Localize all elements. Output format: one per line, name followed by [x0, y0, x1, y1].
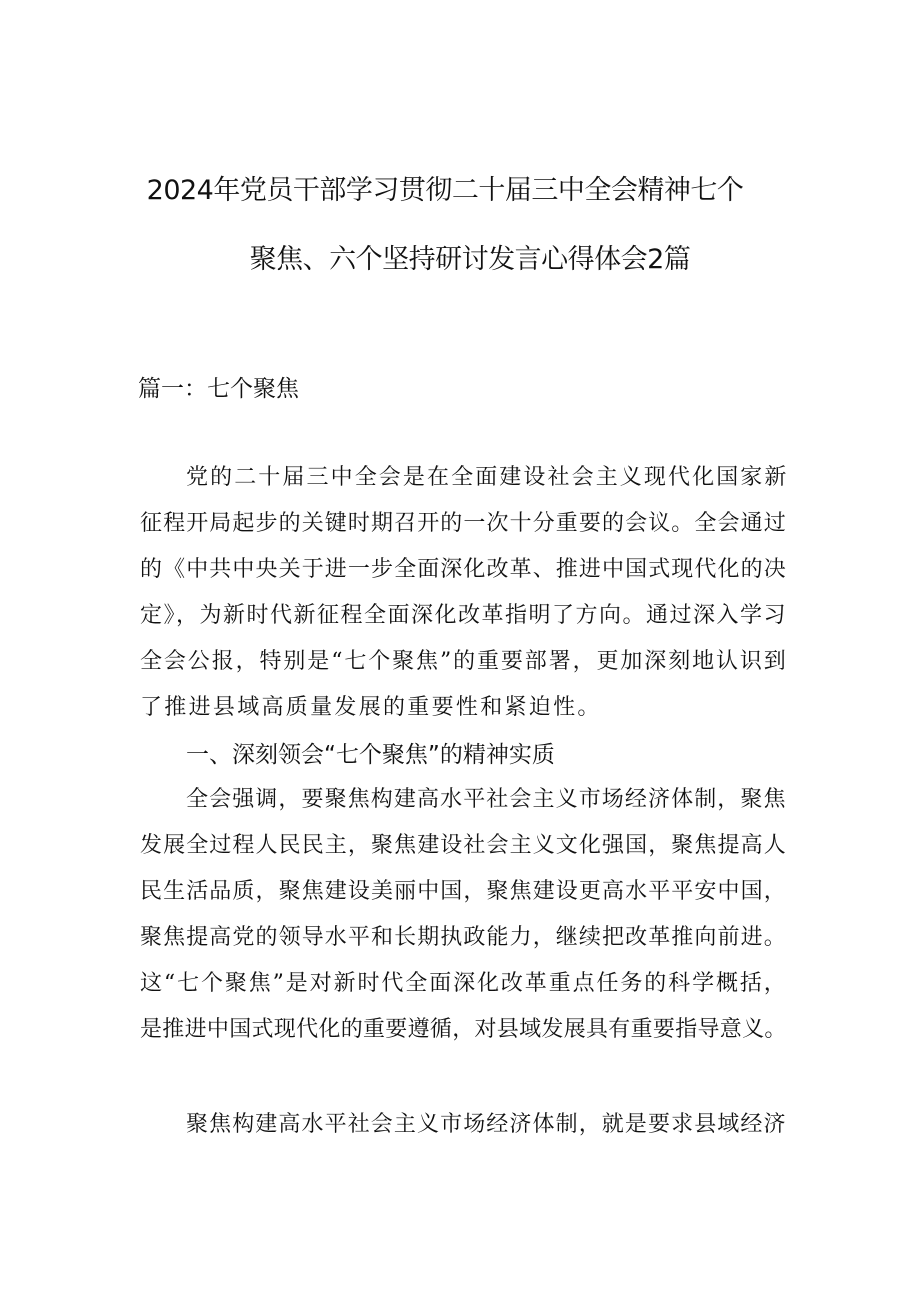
paragraph-line: 聚焦提高党的领导水平和长期执政能力，继续把改革推向前进。 — [140, 925, 787, 950]
paragraph-line: 聚焦构建高水平社会主义市场经济体制，就是要求县域经济 — [186, 1112, 787, 1137]
paragraph-line: 定》，为新时代新征程全面深化改革指明了方向。通过深入学习 — [140, 603, 788, 628]
paragraph-line: 全会强调，要聚焦构建高水平社会主义市场经济体制，聚焦 — [186, 787, 787, 812]
paragraph-line: 民生活品质，聚焦建设美丽中国，聚焦建设更高水平平安中国， — [140, 879, 787, 904]
paragraph-line: 了推进县域高质量发展的重要性和紧迫性。 — [140, 695, 602, 720]
paragraph-line: 是推进中国式现代化的重要遵循，对县域发展具有重要指导意义。 — [140, 1017, 787, 1042]
section-heading: 篇一：七个聚焦 — [138, 376, 299, 402]
paragraph-line: 的《中共中央关于进一步全面深化改革、推进中国式现代化的决 — [140, 557, 787, 582]
paragraph-line: 党的二十届三中全会是在全面建设社会主义现代化国家新 — [186, 465, 789, 490]
paragraph-line: 全会公报，特别是“七个聚焦”的重要部署，更加深刻地认识到 — [140, 649, 788, 674]
paragraph-line: 发展全过程人民民主，聚焦建设社会主义文化强国，聚焦提高人 — [140, 833, 787, 858]
subheading: 一、深刻领会“七个聚焦”的精神实质 — [186, 742, 555, 768]
paragraph-line: 这“七个聚焦”是对新时代全面深化改革重点任务的科学概括， — [140, 971, 788, 996]
paragraph-line: 征程开局起步的关键时期召开的一次十分重要的会议。全会通过 — [140, 511, 787, 536]
document-title-line-2: 聚焦、六个坚持研讨发言心得体会2篇 — [249, 244, 691, 275]
document-title-line-1: 2024年党员干部学习贯彻二十届三中全会精神七个 — [146, 175, 744, 206]
